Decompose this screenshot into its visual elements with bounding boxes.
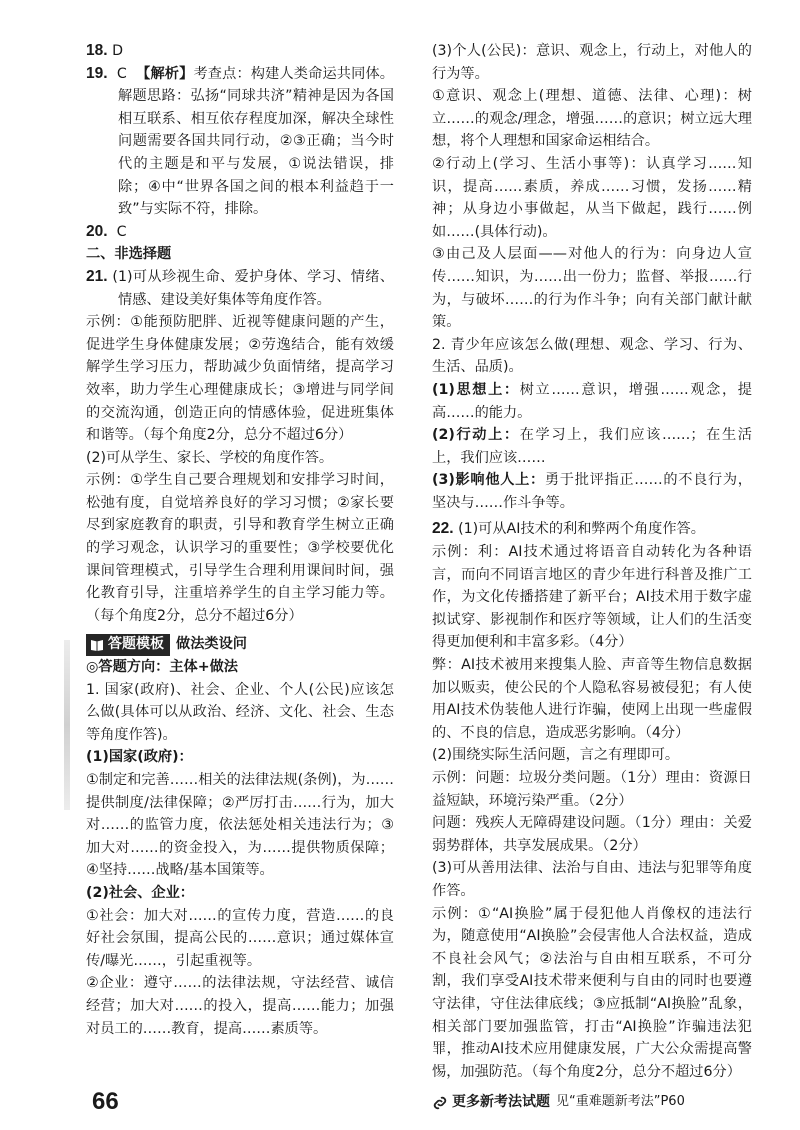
template-state-heading: (1)国家(政府)： — [86, 749, 193, 766]
template-society-heading: (2)社会、企业： — [86, 884, 194, 901]
person-heading: (3)个人(公民)：意识、观念上，行动上，对他人的行为等。 — [432, 43, 752, 82]
q21-part2: (2)可从学生、家长、学校的角度作答。 — [86, 449, 334, 466]
person-r1: ①意识、观念上(理想、道德、法律、心理)：树立……的观念/理念，增强……的意识；树立远大理想，将个人理想和国家命运相结合。 — [432, 88, 752, 150]
template-state: ①制定和完善……相关的法律法规(条例)，为……提供制度/法律保障；②严厉打击……行为，加大对……的监管力度，依法惩处相关违法行为；③加大对……的资金投入，为……提供物质保障；④坚持……战略/基本国策等。 — [86, 772, 394, 879]
q21-example1: 示例：①能预防肥胖、近视等健康问题的产生，促进学生身体健康发展；②劳逸结合，能有效缓解学生学习压力，帮助减少负面情绪，提高学习效率，助力学生心理健康成长；③增进与同学间的交流沟通，创造正向的情感体验，促进班集体和谐等。（每个角度2分，总分不超过6分） — [86, 314, 394, 444]
scan-edge-mark — [64, 640, 70, 810]
link-icon — [432, 1095, 448, 1111]
youth-action: (2)行动上：在学习上，我们应该……；在生活上，我们应该…… — [432, 427, 752, 466]
q20: 20. C — [86, 222, 127, 240]
section-title: 二、非选择题 — [86, 246, 172, 263]
youth-thought: (1)思想上：树立……意识，增强……观念，提高……的能力。 — [432, 381, 752, 421]
q22-part1: 22. (1)可从AI技术的利和弊两个角度作答。 — [432, 520, 705, 538]
q22-pro: 示例：利：AI技术通过将语音自动转化为各种语言，而向不同语言地区的青少年进行科普及推广工作，为文化传播搭建了新平台；AI技术用于数字虚拟试穿、影视制作和医疗等领域，让人们的生活变得更加便利和丰富多彩。（4分） — [432, 544, 752, 651]
right-column — [432, 40, 752, 1114]
template-badge: 答题模板 — [86, 634, 170, 656]
template-title: 做法类设问 — [176, 636, 247, 653]
q19: 19. C 【解析】考查点：构建人类命运共同体。解题思路：弘扬“同球共济”精神是因为各国相互联系、相互依存程度加深，解决全球性问题需要各国共同行动，②③正确；当今时代的主题是和平与发展，①说法错误，排除；④中“世界各国之间的根本利益趋于一致”与实际不符，排除。 — [86, 64, 394, 218]
q18: 18. D — [86, 42, 124, 59]
q22-example-c: 示例：①“AI换脸”属于侵犯他人肖像权的违法行为，随意使用“AI换脸”会侵害他人合法权益，造成不良社会风气；②法治与自由相互联系，不可分割，我们享受AI技术带来便利与自由的同时也要遵守法律，守住法律底线；③应抵制“AI换脸”乱象，相关部门要加强监管，打击“AI换脸”诈骗违法犯罪，推动AI技术应用健康发展，广大公众需提高警惕，加强防范。（每个角度2分，总分不超过6分） — [432, 905, 752, 1080]
template-p1: 1. 国家(政府)、社会、企业、个人(公民)应该怎么做(具体可以从政治、经济、文化、社会、生态等角度作答)。 — [86, 681, 394, 743]
q22-part2: (2)围绕实际生活问题，言之有理即可。 — [432, 747, 680, 764]
person-r3: ③由己及人层面——对他人的行为：向身边人宣传……知识，为……出一份力；监督、举报……行为，与破坏……的行为作斗争；向有关部门献计献策。 — [432, 246, 752, 331]
more-questions: 更多新考法试题 见“重难题新考法”P60 — [432, 1091, 752, 1114]
q22-example-b: 问题：残疾人无障碍建设问题。（1分）理由：关爱弱势群体，共享发展成果。（2分） — [432, 815, 752, 854]
q22-part3: (3)可从善用法律、法治与自由、违法与犯罪等角度作答。 — [432, 860, 752, 899]
person-r2: ②行动上(学习、生活小事等)：认真学习……知识，提高……素质，养成……习惯，发扬……精神；从身边小事做起，从当下做起，践行……例如……(具体行动)。 — [432, 155, 752, 240]
template-direction: ◎答题方向：主体+做法 — [86, 659, 238, 676]
left-column — [86, 40, 394, 1040]
youth-heading: 2. 青少年应该怎么做(理想、观念、学习、行为、生活、品质)。 — [432, 336, 752, 376]
template-society: ①社会：加大对……的宣传力度，营造……的良好社会氛围，提高公民的……意识；通过媒体宣传/曝光……，引起重视等。 — [86, 907, 394, 969]
youth-influence: (3)影响他人上：勇于批评指正……的不良行为，坚决与……作斗争等。 — [432, 472, 752, 511]
page-number: 66 — [92, 1088, 119, 1115]
q22-con: 弊：AI技术被用来搜集人脸、声音等生物信息数据加以贩卖，使公民的个人隐私容易被侵犯；有人使用AI技术伪装他人进行诈骗，使网上出现一些虚假的、不良的信息，造成恶劣影响。（4分） — [432, 657, 752, 741]
q21-part1: 21. (1)可从珍视生命、爱护身体、学习、情绪、情感、建设美好集体等角度作答。 — [86, 267, 394, 308]
q22-example-a: 示例：问题：垃圾分类问题。（1分）理由：资源日益短缺，环境污染严重。（2分） — [432, 770, 752, 809]
book-icon — [90, 638, 104, 652]
q21-example2: 示例：①学生自己要合理规划和安排学习时间，松弛有度，自觉培养良好的学习习惯；②家长要尽到家庭教育的职责，引导和教育学生树立正确的学习观念，认识学习的重要性；③学校要优化课间管理模式，引导学生合理利用课间时间，强化教育引导，注重培养学生的自主学习能力等。（每个角度2分，总分不超过6分） — [86, 472, 394, 624]
template-enterprise: ②企业：遵守……的法律法规，守法经营、诚信经营；加大对……的投入，提高……能力；加强对员工的……教育，提高……素质等。 — [86, 975, 394, 1037]
answer-template-header — [86, 633, 394, 656]
